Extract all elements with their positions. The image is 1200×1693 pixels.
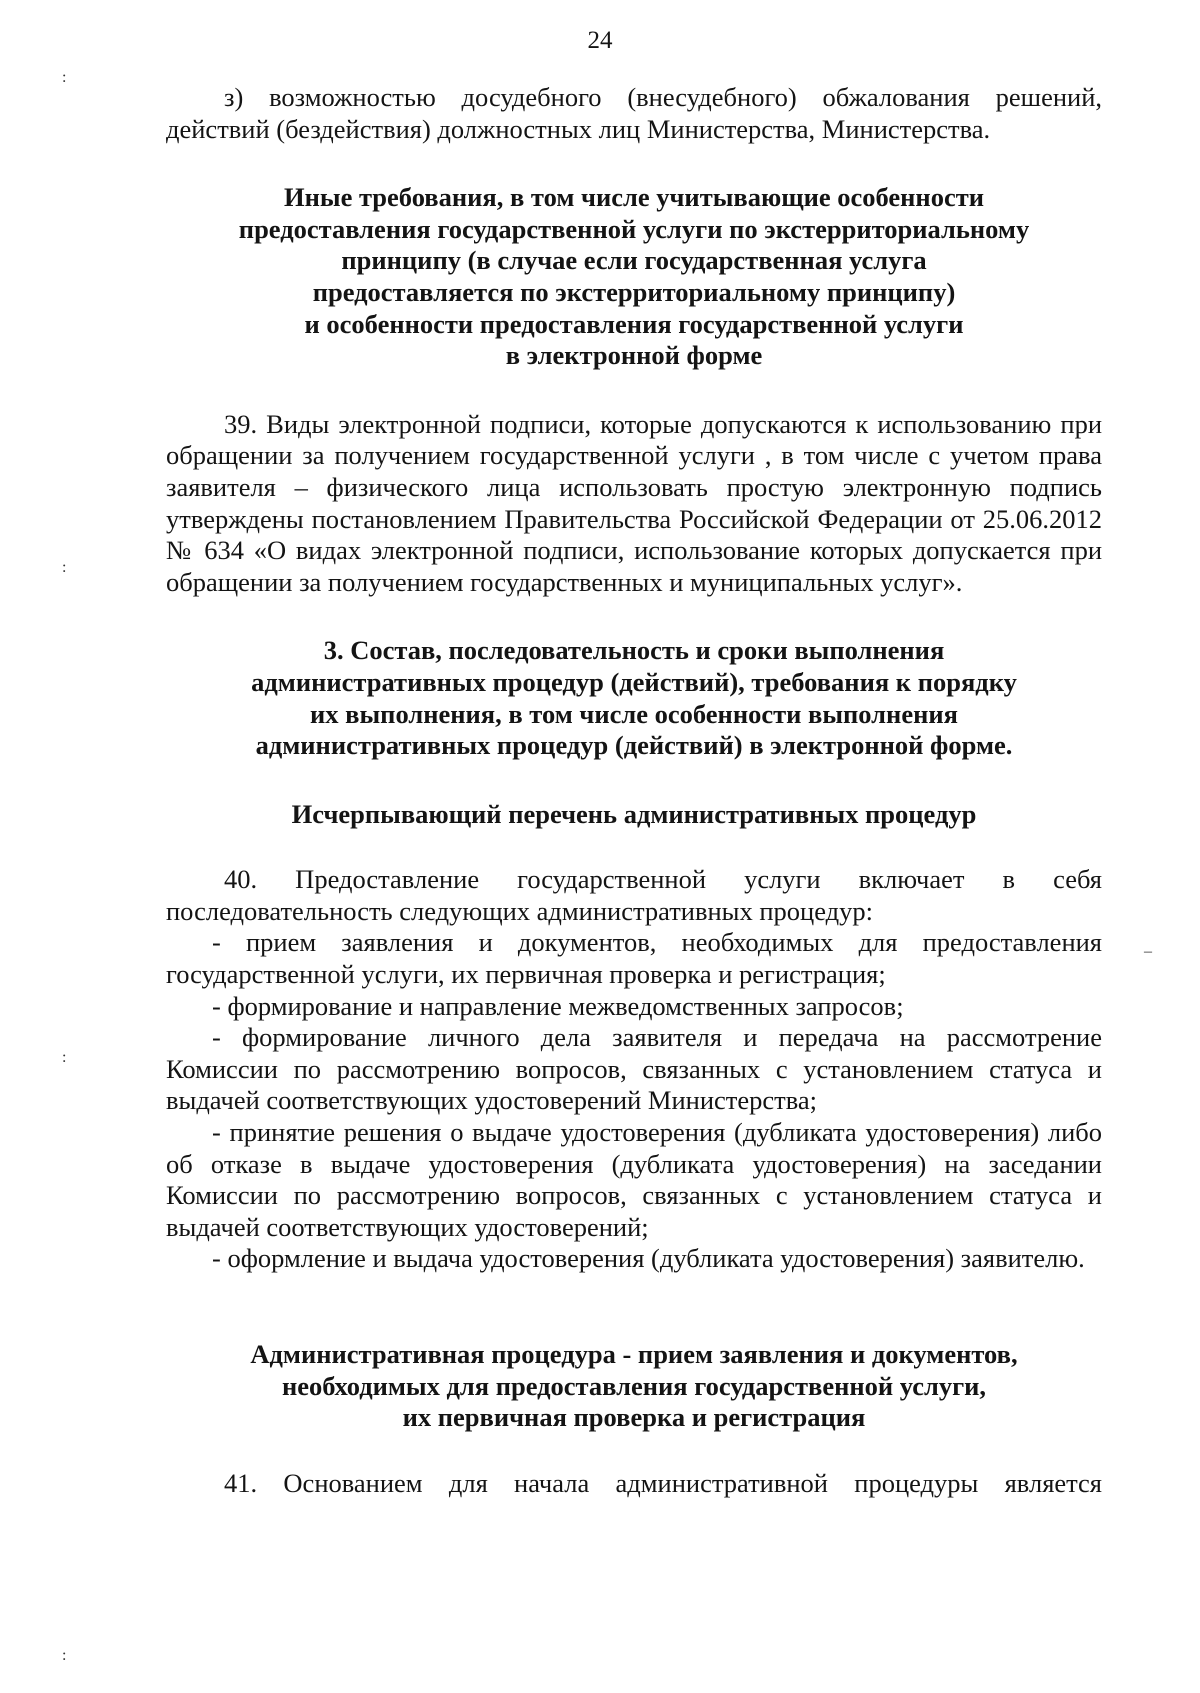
heading-line: Административная процедура - прием заявления и документов, (250, 1339, 1018, 1369)
paragraph-40: 40. Предоставление государственной услуги включает в себя последовательность следующих административных процедур: (166, 864, 1102, 926)
paragraph-39: 39. Виды электронной подписи, которые допускаются к использованию при обращении за получением государственной услуги , в том числе с учетом права заявителя – физического лица использовать простую электронную подпись утверждены постановлением Правительства Российской Федерации от 25.06.2012 № 634 «О видах электронной подписи, использование которых допускается при обращении за получением государственных и муниципальных услуг». (166, 408, 1102, 597)
scan-artifact-mark: : (62, 1049, 67, 1066)
heading-line: их выполнения, в том числе особенности выполнения (310, 698, 958, 729)
document-body (166, 82, 1102, 1499)
heading-line: их первичная проверка и регистрация (402, 1402, 866, 1433)
heading-line: административных процедур (действий), требования к порядку (251, 666, 1017, 697)
procedure-list-item: - формирование личного дела заявителя и передача на рассмотрение Комиссии по рассмотрению вопросов, связанных с установлением статуса и выдачей соответствующих удостоверений Министерства; (166, 1022, 1102, 1116)
scan-artifact-mark: : (62, 1647, 67, 1664)
heading-line: необходимых для предоставления государственной услуги, (281, 1370, 987, 1401)
paragraph-41: 41. Основанием для начала административной процедуры является (224, 1467, 1102, 1498)
page-number: 24 (587, 27, 613, 54)
heading-other-requirements (166, 182, 1102, 372)
heading-line: принципу (в случае если государственная услуга (341, 245, 927, 276)
scan-artifact-mark: : (62, 69, 67, 86)
procedure-list-item: - прием заявления и документов, необходимых для предоставления государственной услуги, их первичная проверка и регистрация; (166, 927, 1102, 990)
heading-section-3 (166, 635, 1102, 761)
heading-line: предоставления государственной услуги по экстерриториальному (238, 213, 1030, 244)
procedure-list-item: - принятие решения о выдаче удостоверения (дубликата удостоверения) либо об отказе в выдаче удостоверения (дубликата удостоверения) на заседании Комиссии по рассмотрению вопросов, связанных с установлением статуса и выдачей соответствующих удостоверений; (166, 1117, 1102, 1242)
heading-line: в электронной форме (505, 340, 763, 371)
intro-paragraph: з) возможностью досудебного (внесудебного) обжалования решений, действий (бездействия) должностных лиц Министерства, Министерства. (166, 82, 1102, 144)
heading-line: административных процедур (действий) в электронной форме. (255, 730, 1013, 761)
heading-line: Иные требования, в том числе учитывающие особенности (284, 182, 984, 213)
heading-line: и особенности предоставления государственной услуги (304, 308, 964, 339)
scan-artifact-mark: : (62, 559, 67, 576)
procedure-list-item: - оформление и выдача удостоверения (дубликата удостоверения) заявителю. (212, 1243, 1085, 1274)
heading-line: предоставляется по экстерриториальному принципу) (312, 276, 956, 307)
scan-artifact-mark: – (1144, 943, 1152, 960)
heading-admin-procedure (166, 1339, 1102, 1434)
heading-line: 3. Состав, последовательность и сроки выполнения (323, 635, 945, 666)
heading-exhaustive-list: Исчерпывающий перечень административных процедур (291, 798, 977, 829)
procedure-list-item: - формирование и направление межведомственных запросов; (212, 990, 904, 1021)
